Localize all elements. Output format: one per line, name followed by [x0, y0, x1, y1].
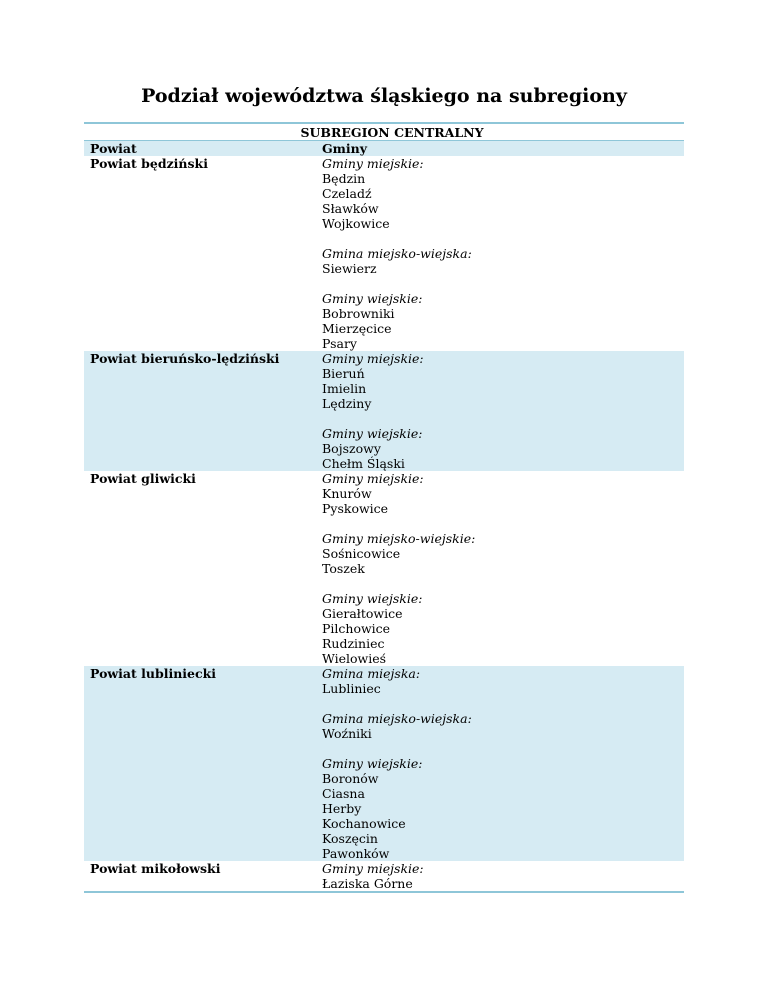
subregion-heading: SUBREGION CENTRALNY: [300, 125, 484, 140]
gmina-group-label: Gmina miejsko-wiejska:: [322, 711, 472, 726]
gmina-group-label: Gminy wiejskie:: [322, 291, 423, 306]
gmina-name: Lędziny: [322, 396, 372, 411]
gmina-group-label: Gminy miejsko-wiejskie:: [322, 531, 476, 546]
table-row: [84, 351, 684, 471]
gmina-group: [322, 861, 684, 891]
gmina-group-label: Gminy miejskie:: [322, 351, 424, 366]
column-header-powiat: Powiat: [90, 141, 137, 156]
powiat-name: Powiat lubliniecki: [90, 666, 217, 681]
gmina-name: Toszek: [322, 561, 365, 576]
column-header-gminy: Gminy: [322, 141, 368, 156]
gmina-group: [322, 246, 684, 276]
gmina-name: Będzin: [322, 171, 366, 186]
gmina-name: Lubliniec: [322, 681, 381, 696]
gmina-name: Rudziniec: [322, 636, 385, 651]
gmina-name: Imielin: [322, 381, 367, 396]
gmina-name: Wojkowice: [322, 216, 390, 231]
gmina-name: Pawonków: [322, 846, 390, 861]
gmina-group-label: Gmina miejska:: [322, 666, 421, 681]
gmina-name: Knurów: [322, 486, 372, 501]
table-body: [84, 156, 684, 891]
gmina-name: Sławków: [322, 201, 379, 216]
gmina-name: Herby: [322, 801, 362, 816]
table-row: [84, 471, 684, 666]
page-title: Podział województwa śląskiego na subregiony: [141, 85, 627, 107]
gmina-group: [322, 471, 684, 516]
gminy-cell: [322, 351, 684, 471]
gmina-group: [322, 666, 684, 696]
gmina-name: Ciasna: [322, 786, 365, 801]
gmina-name: Psary: [322, 336, 357, 351]
gmina-name: Woźniki: [322, 726, 372, 741]
gmina-name: Bieruń: [322, 366, 365, 381]
gmina-name: Czeladź: [322, 186, 372, 201]
table-header: [84, 140, 684, 156]
gmina-name: Wielowieś: [322, 651, 387, 666]
powiat-name: Powiat bieruńsko-lędziński: [90, 351, 280, 366]
gmina-name: Bojszowy: [322, 441, 381, 456]
gmina-name: Bobrowniki: [322, 306, 395, 321]
table-row: [84, 156, 684, 351]
gmina-name: Pyskowice: [322, 501, 389, 516]
gmina-name: Siewierz: [322, 261, 377, 276]
gmina-name: Pilchowice: [322, 621, 391, 636]
gmina-group: [322, 591, 684, 666]
subregion-table: [84, 122, 684, 893]
powiat-name: Powiat gliwicki: [90, 471, 196, 486]
gmina-group: [322, 756, 684, 861]
gmina-name: Mierzęcice: [322, 321, 392, 336]
gmina-name: Łaziska Górne: [322, 876, 413, 891]
gmina-name: Kochanowice: [322, 816, 406, 831]
powiat-name: Powiat mikołowski: [90, 861, 221, 876]
powiat-name: Powiat będziński: [90, 156, 208, 171]
gmina-group-label: Gmina miejsko-wiejska:: [322, 246, 472, 261]
gminy-cell: [322, 666, 684, 861]
gminy-cell: [322, 861, 684, 891]
gmina-group: [322, 711, 684, 741]
gmina-group: [322, 156, 684, 231]
table-row: [84, 666, 684, 861]
gmina-name: Gierałtowice: [322, 606, 403, 621]
gmina-group: [322, 351, 684, 411]
gminy-cell: [322, 156, 684, 351]
gmina-name: Sośnicowice: [322, 546, 401, 561]
gmina-group-label: Gminy miejskie:: [322, 156, 424, 171]
gmina-group-label: Gminy wiejskie:: [322, 591, 423, 606]
gmina-group-label: Gminy miejskie:: [322, 471, 424, 486]
gmina-group-label: Gminy wiejskie:: [322, 756, 423, 771]
table-row: [84, 861, 684, 891]
gmina-group: [322, 291, 684, 351]
gmina-name: Chełm Śląski: [322, 456, 405, 471]
gmina-group-label: Gminy wiejskie:: [322, 426, 423, 441]
gmina-name: Boronów: [322, 771, 379, 786]
gmina-group: [322, 426, 684, 471]
gmina-name: Koszęcin: [322, 831, 378, 846]
gmina-group: [322, 531, 684, 576]
gmina-group-label: Gminy miejskie:: [322, 861, 424, 876]
gminy-cell: [322, 471, 684, 666]
